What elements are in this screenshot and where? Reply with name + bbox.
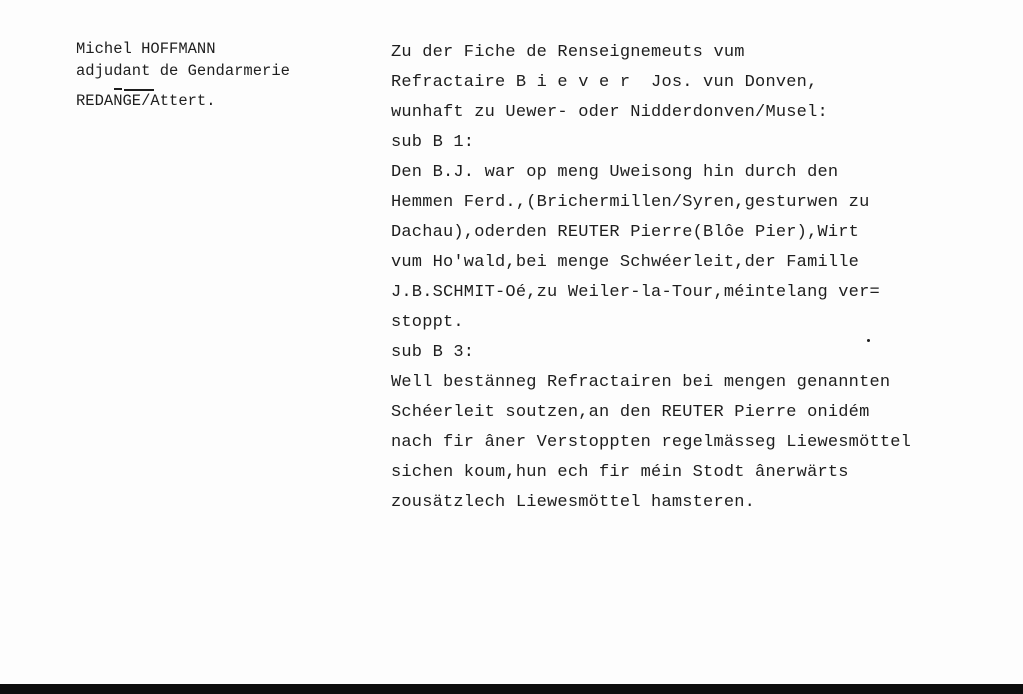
body-line: J.B.SCHMIT-Oé,zu Weiler-la-Tour,méintelang ver= [391, 283, 880, 302]
scan-bottom-edge [0, 684, 1023, 694]
section-heading: sub B 3: [391, 343, 475, 362]
sender-location: REDANGE/Attert. [76, 92, 216, 110]
body-line: vum Ho'wald,bei menge Schwéerleit,der Famille [391, 253, 860, 272]
body-line: Hemmen Ferd.,(Brichermillen/Syren,gesturwen zu [391, 193, 870, 212]
sender-underline [124, 89, 154, 91]
sender-block [76, 38, 376, 112]
section-heading: sub B 1: [391, 133, 475, 152]
body-line: Schéerleit soutzen,an den REUTER Pierre onidém [391, 403, 870, 422]
sender-title: adjudant de Gendarmerie [76, 62, 290, 80]
body-line: wunhaft zu Uewer- oder Nidderdonven/Musel: [391, 103, 828, 122]
body-line: sichen koum,hun ech fir méin Stodt ânerwärts [391, 463, 849, 482]
body-line: nach fir âner Verstoppten regelmässeg Liewesmöttel [391, 433, 912, 452]
document-body [391, 38, 1023, 518]
body-line: zousätzlech Liewesmöttel hamsteren. [391, 493, 756, 512]
body-line: Well bestänneg Refractairen bei mengen genannten [391, 373, 891, 392]
body-line: Dachau),oderden REUTER Pierre(Blôe Pier),Wirt [391, 223, 860, 242]
stray-ink-dot [867, 339, 870, 342]
body-line: Refractaire B i e v e r Jos. vun Donven, [391, 73, 818, 92]
sender-name: Michel HOFFMANN [76, 40, 216, 58]
body-line: Den B.J. war op meng Uweisong hin durch den [391, 163, 839, 182]
body-line: Zu der Fiche de Renseignemeuts vum [391, 43, 745, 62]
body-line: stoppt. [391, 313, 464, 332]
